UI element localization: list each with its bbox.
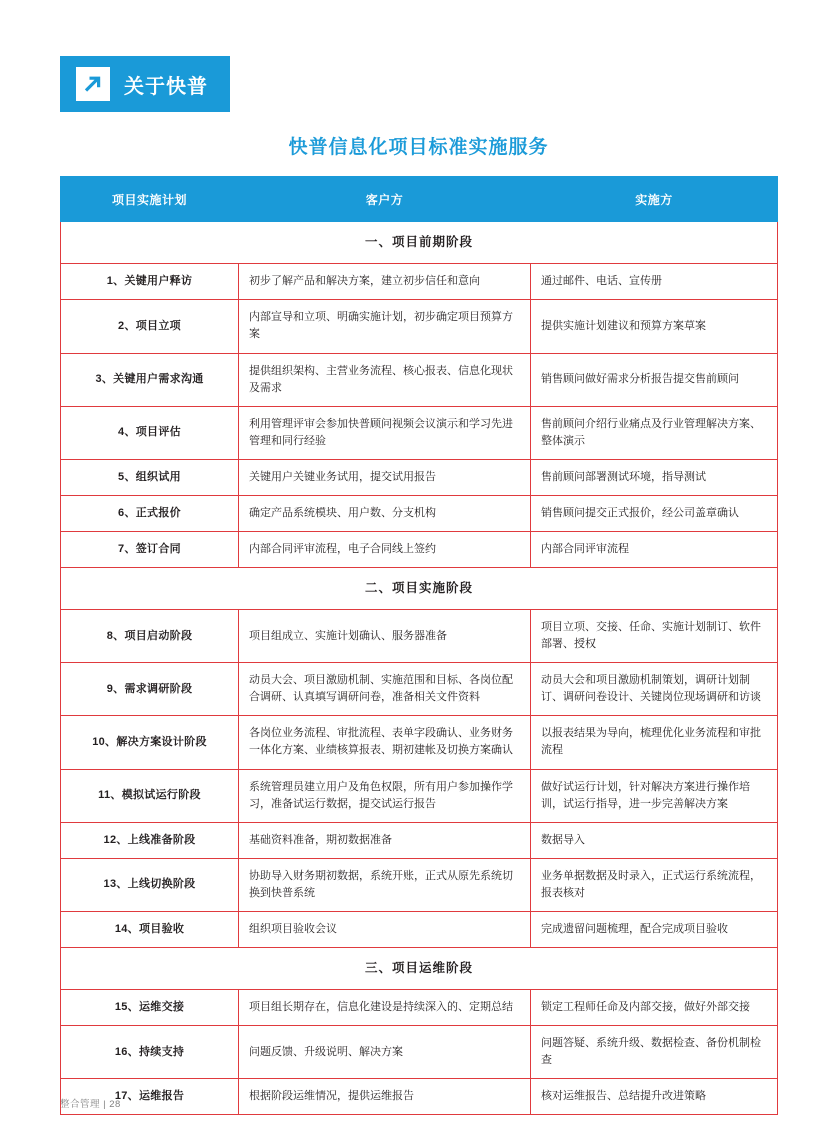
row-label: 16、持续支持 xyxy=(61,1026,239,1079)
row-client: 基础资料准备，期初数据准备 xyxy=(239,822,531,858)
section-heading: 二、项目实施阶段 xyxy=(61,567,778,609)
row-label: 9、需求调研阶段 xyxy=(61,663,239,716)
table-row xyxy=(61,769,778,822)
row-vendor: 项目立项、交接、任命、实施计划制订、软件部署、授权 xyxy=(531,610,778,663)
row-vendor: 通过邮件、电话、宣传册 xyxy=(531,264,778,300)
row-client: 提供组织架构、主营业务流程、核心报表、信息化现状及需求 xyxy=(239,353,531,406)
arrow-up-right-icon xyxy=(76,67,110,101)
row-label: 5、组织试用 xyxy=(61,459,239,495)
row-client: 内部合同评审流程，电子合同线上签约 xyxy=(239,531,531,567)
row-label: 4、项目评估 xyxy=(61,406,239,459)
row-vendor: 内部合同评审流程 xyxy=(531,531,778,567)
table-row xyxy=(61,531,778,567)
section-heading-row xyxy=(61,567,778,609)
column-header-client: 客户方 xyxy=(239,177,531,222)
row-label: 7、签订合同 xyxy=(61,531,239,567)
row-label: 8、项目启动阶段 xyxy=(61,610,239,663)
row-vendor: 提供实施计划建议和预算方案草案 xyxy=(531,300,778,353)
row-vendor: 动员大会和项目激励机制策划，调研计划制订、调研问卷设计、关键岗位现场调研和访谈 xyxy=(531,663,778,716)
row-label: 14、项目验收 xyxy=(61,911,239,947)
table-header-row xyxy=(61,177,778,222)
section-heading: 一、项目前期阶段 xyxy=(61,222,778,264)
row-vendor: 业务单据数据及时录入，正式运行系统流程，报表核对 xyxy=(531,858,778,911)
table-row xyxy=(61,1026,778,1079)
row-client: 确定产品系统模块、用户数、分支机构 xyxy=(239,495,531,531)
table-row xyxy=(61,663,778,716)
row-label: 15、运维交接 xyxy=(61,990,239,1026)
table-row xyxy=(61,1079,778,1115)
row-vendor: 售前顾问部署测试环境，指导测试 xyxy=(531,459,778,495)
table-row xyxy=(61,300,778,353)
row-client: 根据阶段运维情况，提供运维报告 xyxy=(239,1079,531,1115)
row-client: 项目组长期存在，信息化建设是持续深入的、定期总结 xyxy=(239,990,531,1026)
row-vendor: 售前顾问介绍行业痛点及行业管理解决方案、整体演示 xyxy=(531,406,778,459)
row-client: 问题反馈、升级说明、解决方案 xyxy=(239,1026,531,1079)
row-client: 初步了解产品和解决方案，建立初步信任和意向 xyxy=(239,264,531,300)
table-row xyxy=(61,858,778,911)
table-row xyxy=(61,264,778,300)
row-vendor: 核对运维报告、总结提升改进策略 xyxy=(531,1079,778,1115)
section-heading-row xyxy=(61,947,778,989)
row-vendor: 销售顾问提交正式报价，经公司盖章确认 xyxy=(531,495,778,531)
row-label: 2、项目立项 xyxy=(61,300,239,353)
row-label: 1、关键用户释访 xyxy=(61,264,239,300)
page-footer: 整合管理 | 28 xyxy=(60,1099,121,1110)
section-heading: 三、项目运维阶段 xyxy=(61,947,778,989)
section-heading-row xyxy=(61,222,778,264)
table-row xyxy=(61,495,778,531)
table-row xyxy=(61,406,778,459)
row-label: 3、关键用户需求沟通 xyxy=(61,353,239,406)
row-vendor: 销售顾问做好需求分析报告提交售前顾问 xyxy=(531,353,778,406)
row-client: 协助导入财务期初数据，系统开账，正式从原先系统切换到快普系统 xyxy=(239,858,531,911)
row-label: 6、正式报价 xyxy=(61,495,239,531)
badge-label: 关于快普 xyxy=(124,75,208,98)
row-label: 12、上线准备阶段 xyxy=(61,822,239,858)
table-row xyxy=(61,990,778,1026)
about-brand-badge xyxy=(60,56,230,112)
row-vendor: 完成遗留问题梳理，配合完成项目验收 xyxy=(531,911,778,947)
table-row xyxy=(61,716,778,769)
row-client: 内部宣导和立项、明确实施计划，初步确定项目预算方案 xyxy=(239,300,531,353)
row-client: 项目组成立、实施计划确认、服务器准备 xyxy=(239,610,531,663)
row-vendor: 数据导入 xyxy=(531,822,778,858)
column-header-vendor: 实施方 xyxy=(531,177,778,222)
row-client: 利用管理评审会参加快普顾问视频会议演示和学习先进管理和同行经验 xyxy=(239,406,531,459)
row-vendor: 做好试运行计划，针对解决方案进行操作培训，试运行指导，进一步完善解决方案 xyxy=(531,769,778,822)
page-title: 快普信息化项目标准实施服务 xyxy=(288,137,549,158)
column-header-plan: 项目实施计划 xyxy=(61,177,239,222)
row-client: 关键用户关键业务试用，提交试用报告 xyxy=(239,459,531,495)
row-client: 动员大会、项目激励机制、实施范围和目标、各岗位配合调研、认真填写调研问卷，准备相关文件资料 xyxy=(239,663,531,716)
table-row xyxy=(61,822,778,858)
row-vendor: 以报表结果为导向，梳理优化业务流程和审批流程 xyxy=(531,716,778,769)
row-client: 各岗位业务流程、审批流程、表单字段确认、业务财务一体化方案、业绩核算报表、期初建帐及切换方案确认 xyxy=(239,716,531,769)
row-label: 13、上线切换阶段 xyxy=(61,858,239,911)
row-client: 系统管理员建立用户及角色权限，所有用户参加操作学习，准备试运行数据，提交试运行报告 xyxy=(239,769,531,822)
table-row xyxy=(61,353,778,406)
row-client: 组织项目验收会议 xyxy=(239,911,531,947)
row-label: 11、模拟试运行阶段 xyxy=(61,769,239,822)
row-vendor: 锁定工程师任命及内部交接，做好外部交接 xyxy=(531,990,778,1026)
row-label: 17、运维报告 xyxy=(61,1079,239,1115)
table-row xyxy=(61,610,778,663)
implementation-plan-table xyxy=(60,176,777,1115)
row-label: 10、解决方案设计阶段 xyxy=(61,716,239,769)
table-row xyxy=(61,459,778,495)
row-vendor: 问题答疑、系统升级、数据检查、备份机制检查 xyxy=(531,1026,778,1079)
table-row xyxy=(61,911,778,947)
